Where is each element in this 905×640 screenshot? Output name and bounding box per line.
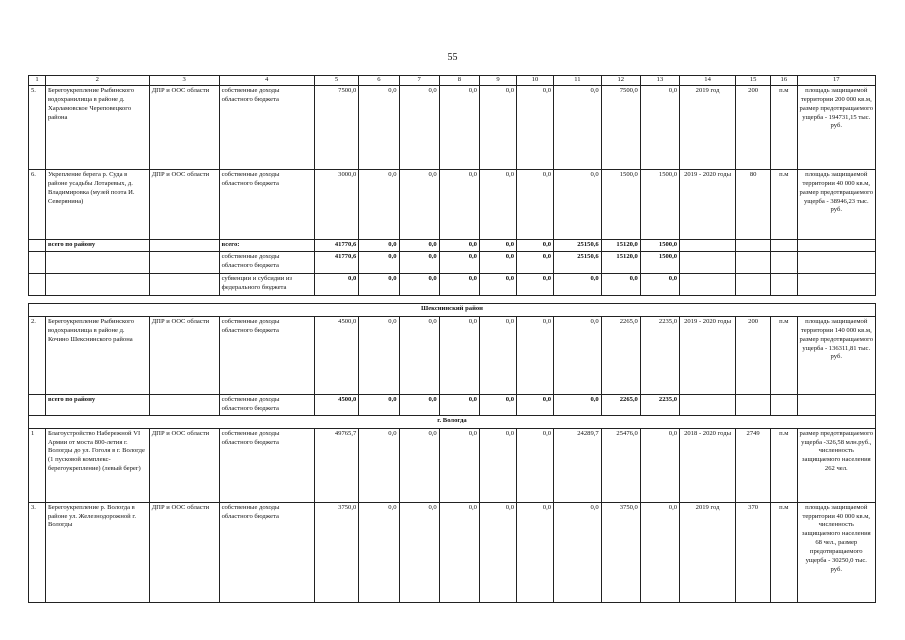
section-title: г. Вологда — [29, 415, 876, 428]
cell-value: 0,0 — [439, 169, 479, 239]
cell-value: 25150,6 — [554, 239, 602, 251]
col-header: 5 — [314, 76, 358, 86]
cell-value: 0,0 — [359, 251, 399, 273]
cell-value: 0,0 — [479, 273, 516, 295]
cell-value: 0,0 — [439, 428, 479, 502]
funding-source: субвенции и субсидии из федерального бюджета — [219, 273, 314, 295]
result: размер предотвращаемого ущерба -326,58 млн.руб., численность защищаемого населения 262 чел. — [797, 428, 875, 502]
col-header: 1 — [29, 76, 46, 86]
cell-value: 0,0 — [399, 428, 439, 502]
cell-value: 0,0 — [554, 85, 602, 169]
cell-value: 0,0 — [517, 85, 554, 169]
cell-value: 0,0 — [517, 428, 554, 502]
table-row — [29, 169, 876, 239]
project-name: Берегоукрепление Рыбинского водохранилища в районе д. Кочино Шекснинского района — [45, 316, 149, 394]
total-label: всего по району — [45, 394, 149, 415]
project-name: Благоустройство Набережной VI Армии от моста 800-летия г. Вологды до ул. Гоголя в г. Вологде (1 пусковой комплекс-берегоукрепление) (левый берег) — [45, 428, 149, 502]
cell-total: 7500,0 — [314, 85, 358, 169]
cell-value: 0,0 — [399, 502, 439, 602]
col-header: 13 — [640, 76, 679, 86]
unit: п.м — [771, 428, 797, 502]
column-number-row — [29, 76, 876, 86]
cell-value: 0,0 — [640, 273, 679, 295]
cell-value: 0,0 — [640, 428, 679, 502]
table-row — [29, 85, 876, 169]
table-row — [29, 502, 876, 602]
section-title: Шекснинский район — [29, 303, 876, 316]
cell-value: 0,0 — [399, 316, 439, 394]
col-header: 6 — [359, 76, 399, 86]
cell-value: 0,0 — [359, 273, 399, 295]
cell-value: 0,0 — [439, 394, 479, 415]
cell-value: 0,0 — [479, 251, 516, 273]
period: 2019 - 2020 годы — [680, 169, 736, 239]
cell-total: 0,0 — [314, 273, 358, 295]
budget-table — [28, 75, 876, 603]
cell-value: 0,0 — [517, 502, 554, 602]
funding-source: собственные доходы областного бюджета — [219, 169, 314, 239]
col-header: 7 — [399, 76, 439, 86]
funding-source: собственные доходы областного бюджета — [219, 85, 314, 169]
cell-value: 1500,0 — [601, 169, 640, 239]
cell-value: 0,0 — [479, 85, 516, 169]
table-row — [29, 428, 876, 502]
period: 2018 - 2020 годы — [680, 428, 736, 502]
funding-source: собственные доходы областного бюджета — [219, 316, 314, 394]
cell-value: 0,0 — [517, 169, 554, 239]
cell-value: 0,0 — [479, 502, 516, 602]
cell-value: 0,0 — [640, 85, 679, 169]
cell-value: 2265,0 — [601, 394, 640, 415]
cell-value: 0,0 — [399, 85, 439, 169]
cell-value: 0,0 — [554, 316, 602, 394]
cell-total: 4500,0 — [314, 316, 358, 394]
cell-total: 4500,0 — [314, 394, 358, 415]
row-number: 3. — [29, 502, 46, 602]
cell-value: 0,0 — [439, 273, 479, 295]
cell-value: 0,0 — [399, 239, 439, 251]
cell-value: 0,0 — [554, 394, 602, 415]
cell-value: 0,0 — [359, 428, 399, 502]
cell-value: 0,0 — [399, 273, 439, 295]
col-header: 10 — [517, 76, 554, 86]
cell-value: 0,0 — [359, 316, 399, 394]
table-row — [29, 316, 876, 394]
length: 200 — [736, 85, 771, 169]
cell-value: 0,0 — [359, 239, 399, 251]
page-number: 55 — [447, 52, 458, 63]
cell-value: 25150,6 — [554, 251, 602, 273]
executor: ДПР и ООС области — [149, 428, 219, 502]
district-total-row — [29, 273, 876, 295]
row-number: 6. — [29, 169, 46, 239]
cell-value: 0,0 — [359, 394, 399, 415]
cell-value: 0,0 — [554, 273, 602, 295]
cell-value: 0,0 — [399, 394, 439, 415]
cell-value: 0,0 — [359, 169, 399, 239]
row-number: 1 — [29, 428, 46, 502]
cell-value: 0,0 — [439, 239, 479, 251]
period: 2019 год — [680, 85, 736, 169]
executor: ДПР и ООС области — [149, 316, 219, 394]
cell-value: 15120,0 — [601, 239, 640, 251]
cell-value: 2235,0 — [640, 394, 679, 415]
district-total-row — [29, 239, 876, 251]
funding-source: собственные доходы областного бюджета — [219, 502, 314, 602]
cell-value: 0,0 — [517, 251, 554, 273]
cell-value: 0,0 — [479, 316, 516, 394]
cell-value: 0,0 — [479, 428, 516, 502]
cell-total: 41770,6 — [314, 239, 358, 251]
cell-value: 1500,0 — [640, 251, 679, 273]
col-header: 2 — [45, 76, 149, 86]
cell-value: 0,0 — [517, 273, 554, 295]
cell-value: 0,0 — [399, 251, 439, 273]
cell-value: 0,0 — [359, 85, 399, 169]
cell-value: 0,0 — [439, 85, 479, 169]
col-header: 9 — [479, 76, 516, 86]
cell-value: 0,0 — [640, 502, 679, 602]
cell-value: 2265,0 — [601, 316, 640, 394]
col-header: 16 — [771, 76, 797, 86]
cell-value: 0,0 — [517, 239, 554, 251]
col-header: 3 — [149, 76, 219, 86]
cell-total: 3750,0 — [314, 502, 358, 602]
result: площадь защищаемой территории 40 000 кв.м, размер предотвращаемого ущерба - 38946,23 тыс. руб. — [797, 169, 875, 239]
cell-total: 41770,6 — [314, 251, 358, 273]
result: площадь защищаемой территории 40 000 кв.м, численность защищаемого населения 68 чел., размер предотвращаемого ущерба - 30250,0 тыс. руб. — [797, 502, 875, 602]
period: 2019 год — [680, 502, 736, 602]
unit: п.м — [771, 316, 797, 394]
length: 2749 — [736, 428, 771, 502]
project-name: Укрепление берега р. Суда в районе усадьбы Лотаревых, д. Владимировка (музей поэта И. Северянина) — [45, 169, 149, 239]
cell-value: 0,0 — [479, 239, 516, 251]
length: 200 — [736, 316, 771, 394]
col-header: 11 — [554, 76, 602, 86]
col-header: 8 — [439, 76, 479, 86]
col-header: 14 — [680, 76, 736, 86]
col-header: 4 — [219, 76, 314, 86]
executor: ДПР и ООС области — [149, 85, 219, 169]
total-label: всего по району — [45, 239, 149, 251]
funding-source: собственные доходы областного бюджета — [219, 428, 314, 502]
cell-value: 0,0 — [479, 169, 516, 239]
period: 2019 - 2020 годы — [680, 316, 736, 394]
cell-value: 0,0 — [554, 169, 602, 239]
cell-total: 49765,7 — [314, 428, 358, 502]
executor: ДПР и ООС области — [149, 502, 219, 602]
cell-value: 0,0 — [517, 316, 554, 394]
cell-value: 0,0 — [554, 502, 602, 602]
cell-value: 3750,0 — [601, 502, 640, 602]
col-header: 17 — [797, 76, 875, 86]
district-total-row — [29, 394, 876, 415]
length: 370 — [736, 502, 771, 602]
result: площадь защищаемой территории 140 000 кв.м, размер предотвращаемого ущерба - 136311,81 тыс. руб. — [797, 316, 875, 394]
row-number: 2. — [29, 316, 46, 394]
result: площадь защищаемой территории 200 000 кв.м, размер предотвращаемого ущерба - 194731,15 тыс. руб. — [797, 85, 875, 169]
col-header: 15 — [736, 76, 771, 86]
cell-value: 0,0 — [359, 502, 399, 602]
funding-source: собственные доходы областного бюджета — [219, 251, 314, 273]
col-header: 12 — [601, 76, 640, 86]
unit: п.м — [771, 502, 797, 602]
cell-total: 3000,0 — [314, 169, 358, 239]
cell-value: 7500,0 — [601, 85, 640, 169]
cell-value: 1500,0 — [640, 169, 679, 239]
funding-source: всего: — [219, 239, 314, 251]
cell-value: 0,0 — [439, 316, 479, 394]
row-number: 5. — [29, 85, 46, 169]
district-total-row — [29, 251, 876, 273]
cell-value: 15120,0 — [601, 251, 640, 273]
cell-value: 24289,7 — [554, 428, 602, 502]
cell-value: 0,0 — [439, 502, 479, 602]
project-name: Берегоукрепление Рыбинского водохранилища в районе д. Харламовское Череповецкого района — [45, 85, 149, 169]
project-name: Берегоукрепление р. Вологда в районе ул. Железнодорожной г. Вологды — [45, 502, 149, 602]
section-row — [29, 415, 876, 428]
cell-value: 0,0 — [439, 251, 479, 273]
unit: п.м — [771, 85, 797, 169]
length: 80 — [736, 169, 771, 239]
cell-value: 0,0 — [601, 273, 640, 295]
unit: п.м — [771, 169, 797, 239]
cell-value: 25476,0 — [601, 428, 640, 502]
cell-value: 0,0 — [399, 169, 439, 239]
cell-value: 0,0 — [517, 394, 554, 415]
cell-value: 1500,0 — [640, 239, 679, 251]
section-row — [29, 303, 876, 316]
executor: ДПР и ООС области — [149, 169, 219, 239]
funding-source: собственные доходы областного бюджета — [219, 394, 314, 415]
cell-value: 0,0 — [479, 394, 516, 415]
cell-value: 2235,0 — [640, 316, 679, 394]
spacer-row — [29, 295, 876, 303]
